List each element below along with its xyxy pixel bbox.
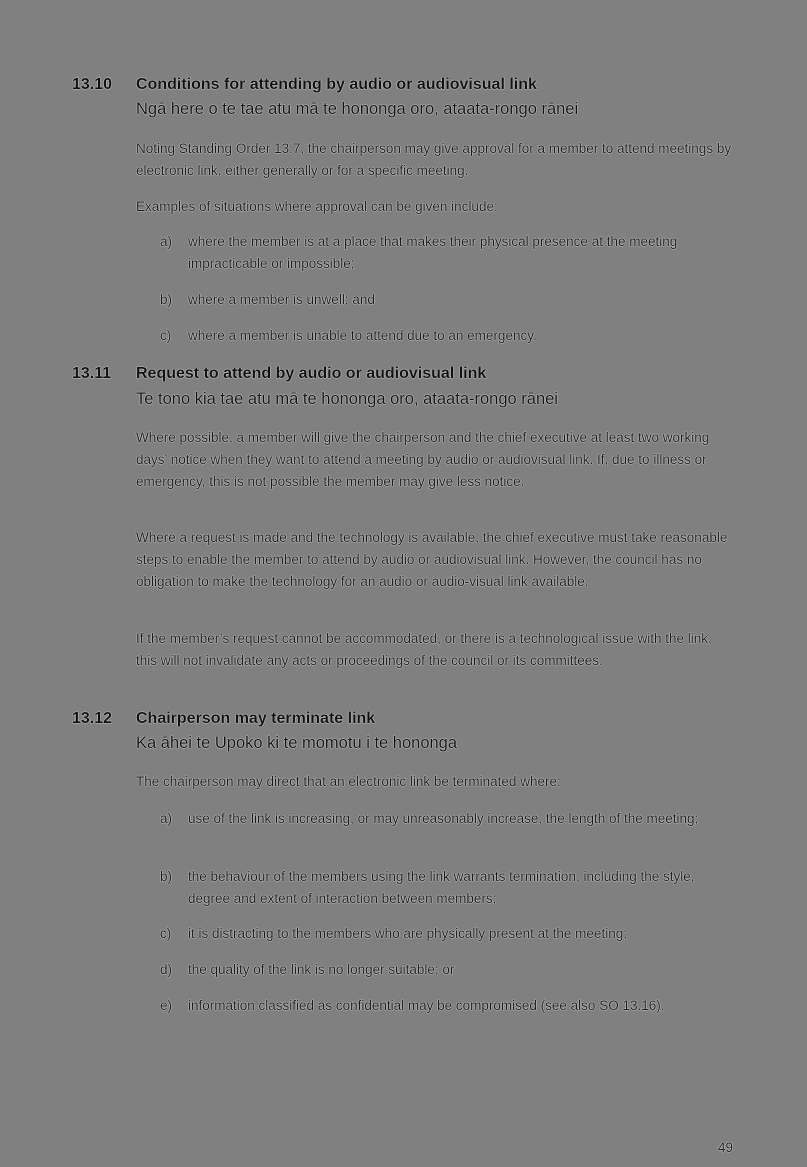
list-item-text: information classified as confidential may be compromised (see also SO 13.16). bbox=[188, 998, 665, 1013]
paragraph: Where a request is made and the technology is available, the chief executive must take reasonable steps to enable the member to attend by audio or audiovisual link. However, the council has no obligation to make the technology for an audio or audio-visual link available. bbox=[136, 530, 728, 589]
paragraph: Noting Standing Order 13.7, the chairperson may give approval for a member to attend meetings by electronic link, either generally or for a specific meeting. bbox=[136, 141, 732, 178]
list-marker: c) bbox=[160, 926, 172, 941]
list-marker: c) bbox=[160, 328, 172, 343]
list-item-text: the quality of the link is no longer suitable; or bbox=[188, 962, 455, 977]
paragraph: Where possible, a member will give the chairperson and the chief executive at least two working days’ notice when they want to attend a meeting by audio or audiovisual link. If, due to illness or emergency, this is not possible the member may give less notice. bbox=[136, 430, 710, 489]
section-title: Request to attend by audio or audiovisual link bbox=[136, 365, 487, 382]
list-item-text: where a member is unwell; and bbox=[188, 292, 375, 307]
list-item-text: where a member is unable to attend due to an emergency. bbox=[188, 328, 537, 343]
section-number: 13.12 bbox=[72, 710, 113, 727]
paragraph: If the member’s request cannot be accommodated, or there is a technological issue with the link, this will not invalidate any acts or proceedings of the council or its committees. bbox=[136, 631, 712, 668]
list-marker: a) bbox=[160, 811, 173, 826]
list-item-text: use of the link is increasing, or may unreasonably increase, the length of the meeting; bbox=[188, 811, 699, 826]
list-item-text: it is distracting to the members who are physically present at the meeting; bbox=[188, 926, 627, 941]
list-marker: d) bbox=[160, 962, 173, 977]
section-title: Chairperson may terminate link bbox=[136, 710, 376, 727]
paragraph: The chairperson may direct that an electronic link be terminated where: bbox=[136, 774, 561, 789]
section-title: Conditions for attending by audio or audiovisual link bbox=[136, 76, 537, 93]
list-item-text: where the member is at a place that makes their physical presence at the meeting impracticable or impossible; bbox=[188, 234, 678, 271]
list-marker: b) bbox=[160, 292, 173, 307]
section-subtitle: Ka āhei te Upoko ki te momotu i te hononga bbox=[136, 734, 458, 752]
list-marker: a) bbox=[160, 234, 173, 249]
list-marker: e) bbox=[160, 998, 173, 1013]
section-subtitle: Te tono kia tae atu mā te hononga oro, ataata-rongo rānei bbox=[136, 390, 558, 408]
section-number: 13.10 bbox=[72, 76, 113, 93]
list-marker: b) bbox=[160, 869, 173, 884]
section-subtitle: Ngā here o te tae atu mā te hononga oro, ataata-rongo rānei bbox=[136, 100, 579, 118]
page-number: 49 bbox=[718, 1140, 734, 1155]
list-item-text: the behaviour of the members using the link warrants termination, including the style, degree and extent of interaction between members; bbox=[188, 869, 695, 906]
section-number: 13.11 bbox=[72, 365, 112, 382]
paragraph: Examples of situations where approval can be given include: bbox=[136, 199, 498, 214]
